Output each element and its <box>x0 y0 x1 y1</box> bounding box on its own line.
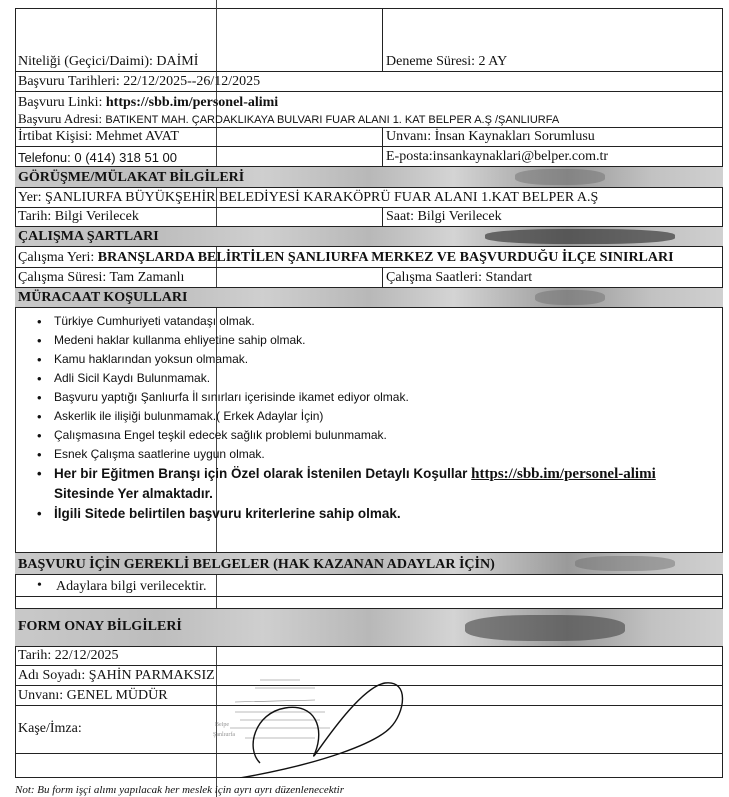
calisma-sure-text: Çalışma Süresi: Tam Zamanlı <box>18 270 185 285</box>
list-item: • Esnek Çalışma saatlerine uygun olmak. <box>15 445 723 464</box>
calisma-yer-value: BRANŞLARDA BELİRTİLEN ŞANLIURFA MERKEZ VE BAŞVURDUĞU İLÇE SINIRLARI <box>97 250 674 265</box>
gorusme-tarih-text: Tarih: Bilgi Verilecek <box>18 209 139 224</box>
form-tarih-text: Tarih: 22/12/2025 <box>18 648 119 663</box>
row-basvuru-link-adres <box>15 92 723 128</box>
nitelik-text: Niteliği (Geçici/Daimi): DAİMİ <box>18 54 199 69</box>
basvuru-link-label: Başvuru Linki: <box>18 95 106 110</box>
nitelik-cell <box>15 8 382 71</box>
list-item: • Kamu haklarından yoksun olmamak. <box>15 350 723 369</box>
calisma-saat-text: Çalışma Saatleri: Standart <box>386 270 533 285</box>
deneme-text: Deneme Süresi: 2 AY <box>386 54 508 69</box>
irtibat-unvan: Unvanı: İnsan Kaynakları Sorumlusu <box>386 129 595 144</box>
list-item: • Çalışmasına Engel teşkil edecek sağlık problemi bulunmamak. <box>15 426 723 445</box>
row-belgeler-item <box>15 575 723 597</box>
basvuru-link[interactable]: https://sbb.im/personel-alimi <box>105 95 279 110</box>
special-link[interactable]: https://sbb.im/personel-alimi <box>471 466 656 482</box>
last-text: İlgili Sitede belirtilen başvuru kriterlerine sahip olmak. <box>54 506 401 521</box>
calisma-header <box>15 227 723 247</box>
basvuru-tarih-text: Başvuru Tarihleri: 22/12/2025--26/12/2025 <box>18 74 261 89</box>
belgeler-bullet: • <box>37 578 42 593</box>
form-unvan-text: Unvanı: GENEL MÜDÜR <box>18 688 168 703</box>
row-nitelik <box>15 8 723 72</box>
row-calisma-sure <box>15 268 723 288</box>
basvuru-adres-label: Başvuru Adresi: <box>18 111 106 126</box>
list-item-special-cont <box>15 484 723 504</box>
row-telefon <box>15 147 723 167</box>
basvuru-adres-line <box>18 111 559 127</box>
form-kase-text: Kaşe/İmza: <box>18 721 82 736</box>
gorusme-header <box>15 167 723 188</box>
svg-text:Belpe: Belpe <box>215 722 229 728</box>
svg-text:Şanlıurfa: Şanlıurfa <box>213 732 235 738</box>
form-adsoyad-text: Adı Soyadı: ŞAHİN PARMAKSIZ <box>18 668 215 683</box>
basvuru-adres-value: BATIKENT MAH. ÇARDAKLIKAYA BULVARI FUAR ALANI 1. KAT BELPER A.Ş /ŞANLIURFA <box>105 114 560 126</box>
list-item-special <box>15 464 723 484</box>
calisma-yer-label: Çalışma Yeri: <box>18 250 95 265</box>
special-cont-text: Sitesinde Yer almaktadır. <box>54 486 213 501</box>
basvuru-link-line <box>18 95 278 111</box>
row-irtibat <box>15 128 723 147</box>
row-gorusme-yer <box>15 188 723 208</box>
eposta-text: E-posta:insankaynaklari@belper.com.tr <box>386 149 609 164</box>
belgeler-item-text: Adaylara bilgi verilecektir. <box>56 579 207 594</box>
calisma-header-text: ÇALIŞMA ŞARTLARI <box>18 229 159 244</box>
form-header-text: FORM ONAY BİLGİLERİ <box>18 619 182 634</box>
special-text: Her bir Eğitmen Branşı için Özel olarak İstenilen Detaylı Koşullar <box>54 466 472 481</box>
signature-stamp <box>205 668 445 778</box>
gorusme-yer-text: Yer: ŞANLIURFA BÜYÜKŞEHİR BELEDİYESİ KARAKÖPRÜ FUAR ALANI 1.KAT BELPER A.Ş <box>18 190 599 205</box>
list-item: • Medeni haklar kullanma ehliyetine sahip olmak. <box>15 331 723 350</box>
gorusme-saat-text: Saat: Bilgi Verilecek <box>386 209 502 224</box>
list-item: • Türkiye Cumhuriyeti vatandaşı olmak. <box>15 312 723 331</box>
belgeler-header-text: BAŞVURU İÇİN GEREKLİ BELGELER (HAK KAZANAN ADAYLAR İÇİN) <box>18 557 495 572</box>
list-item-last <box>15 504 723 524</box>
form-header <box>15 609 723 647</box>
row-gorusme-tarih <box>15 208 723 227</box>
row-basvuru-tarih <box>15 72 723 92</box>
belgeler-header <box>15 553 723 575</box>
row-spacer <box>15 597 723 609</box>
muracaat-list <box>15 312 723 524</box>
muracaat-header-text: MÜRACAAT KOŞULLARI <box>18 290 188 305</box>
telefon-text: Telefonu: 0 (414) 318 51 00 <box>18 150 178 165</box>
deneme-cell <box>383 8 723 71</box>
irtibat-kisi: İrtibat Kişisi: Mehmet AVAT <box>18 129 179 144</box>
list-item: • Askerlik ile ilişiği bulunmamak.( Erkek Adaylar İçin) <box>15 407 723 426</box>
list-item: • Adli Sicil Kaydı Bulunmamak. <box>15 369 723 388</box>
gorusme-header-text: GÖRÜŞME/MÜLAKAT BİLGİLERİ <box>18 170 245 185</box>
list-item: • Başvuru yaptığı Şanlıurfa İl sınırları içerisinde ikamet ediyor olmak. <box>15 388 723 407</box>
row-form-tarih <box>15 647 723 666</box>
footer-note: Not: Bu form işçi alımı yapılacak her meslek için ayrı ayrı düzenlenecektir <box>15 784 345 796</box>
row-calisma-yer <box>15 247 723 268</box>
muracaat-header <box>15 288 723 308</box>
